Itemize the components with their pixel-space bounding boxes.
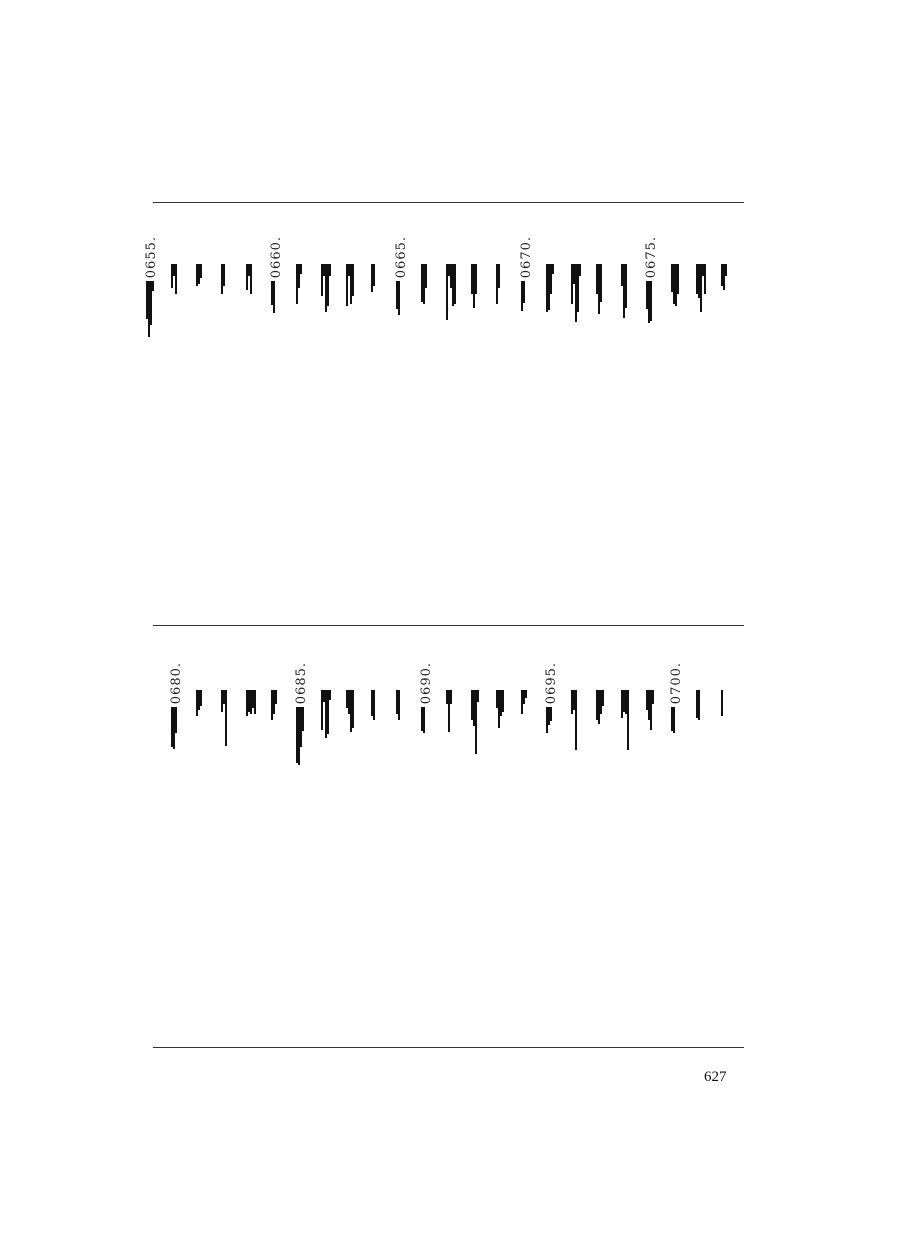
verse-number: 0695. [544, 662, 559, 705]
script-column [144, 236, 168, 596]
script-column [269, 662, 293, 1017]
verse-number: 0665. [394, 236, 409, 279]
verse-number: 0660. [269, 236, 284, 279]
script-column [394, 662, 418, 1017]
script-column [669, 662, 693, 1017]
verse-number: 0690. [419, 662, 434, 705]
top-rule [153, 202, 744, 203]
script-column [344, 236, 368, 596]
script-column [569, 236, 593, 596]
script-column [169, 662, 193, 1017]
script-column [419, 236, 443, 596]
verse-number: 0670. [519, 236, 534, 279]
script-column [494, 662, 518, 1017]
script-column [569, 662, 593, 1017]
script-column [444, 662, 468, 1017]
verse-number: 0655. [144, 236, 159, 279]
script-column [194, 236, 218, 596]
script-column [244, 662, 268, 1017]
script-column [319, 236, 343, 596]
script-column [194, 662, 218, 1017]
verse-number: 0680. [169, 662, 184, 705]
script-column [544, 236, 568, 596]
script-column [219, 236, 243, 596]
script-column [644, 662, 668, 1017]
middle-rule [153, 625, 744, 626]
script-column [469, 662, 493, 1017]
bottom-rule [153, 1047, 744, 1048]
verse-number: 0675. [644, 236, 659, 279]
verse-number: 0700. [669, 662, 684, 705]
script-column [619, 236, 643, 596]
script-column [544, 662, 568, 1017]
script-column [519, 662, 543, 1017]
script-column [594, 236, 618, 596]
script-column [344, 662, 368, 1017]
script-column [244, 236, 268, 596]
script-column [619, 662, 643, 1017]
script-column [394, 236, 418, 596]
script-column [694, 236, 718, 596]
script-column [294, 662, 318, 1017]
script-column [719, 662, 743, 1017]
script-column [319, 662, 343, 1017]
text-block-upper [144, 236, 745, 596]
script-column [169, 236, 193, 596]
script-column [444, 236, 468, 596]
script-column [594, 662, 618, 1017]
text-block-lower [155, 662, 745, 1017]
script-column [644, 236, 668, 596]
script-column [269, 236, 293, 596]
page-number: 627 [704, 1069, 727, 1085]
script-column [369, 236, 393, 596]
script-column [219, 662, 243, 1017]
script-column [294, 236, 318, 596]
script-column [494, 236, 518, 596]
script-column [719, 236, 743, 596]
script-column [669, 236, 693, 596]
script-column [419, 662, 443, 1017]
script-column [369, 662, 393, 1017]
script-column [694, 662, 718, 1017]
script-column [469, 236, 493, 596]
verse-number: 0685. [294, 662, 309, 705]
script-column [519, 236, 543, 596]
